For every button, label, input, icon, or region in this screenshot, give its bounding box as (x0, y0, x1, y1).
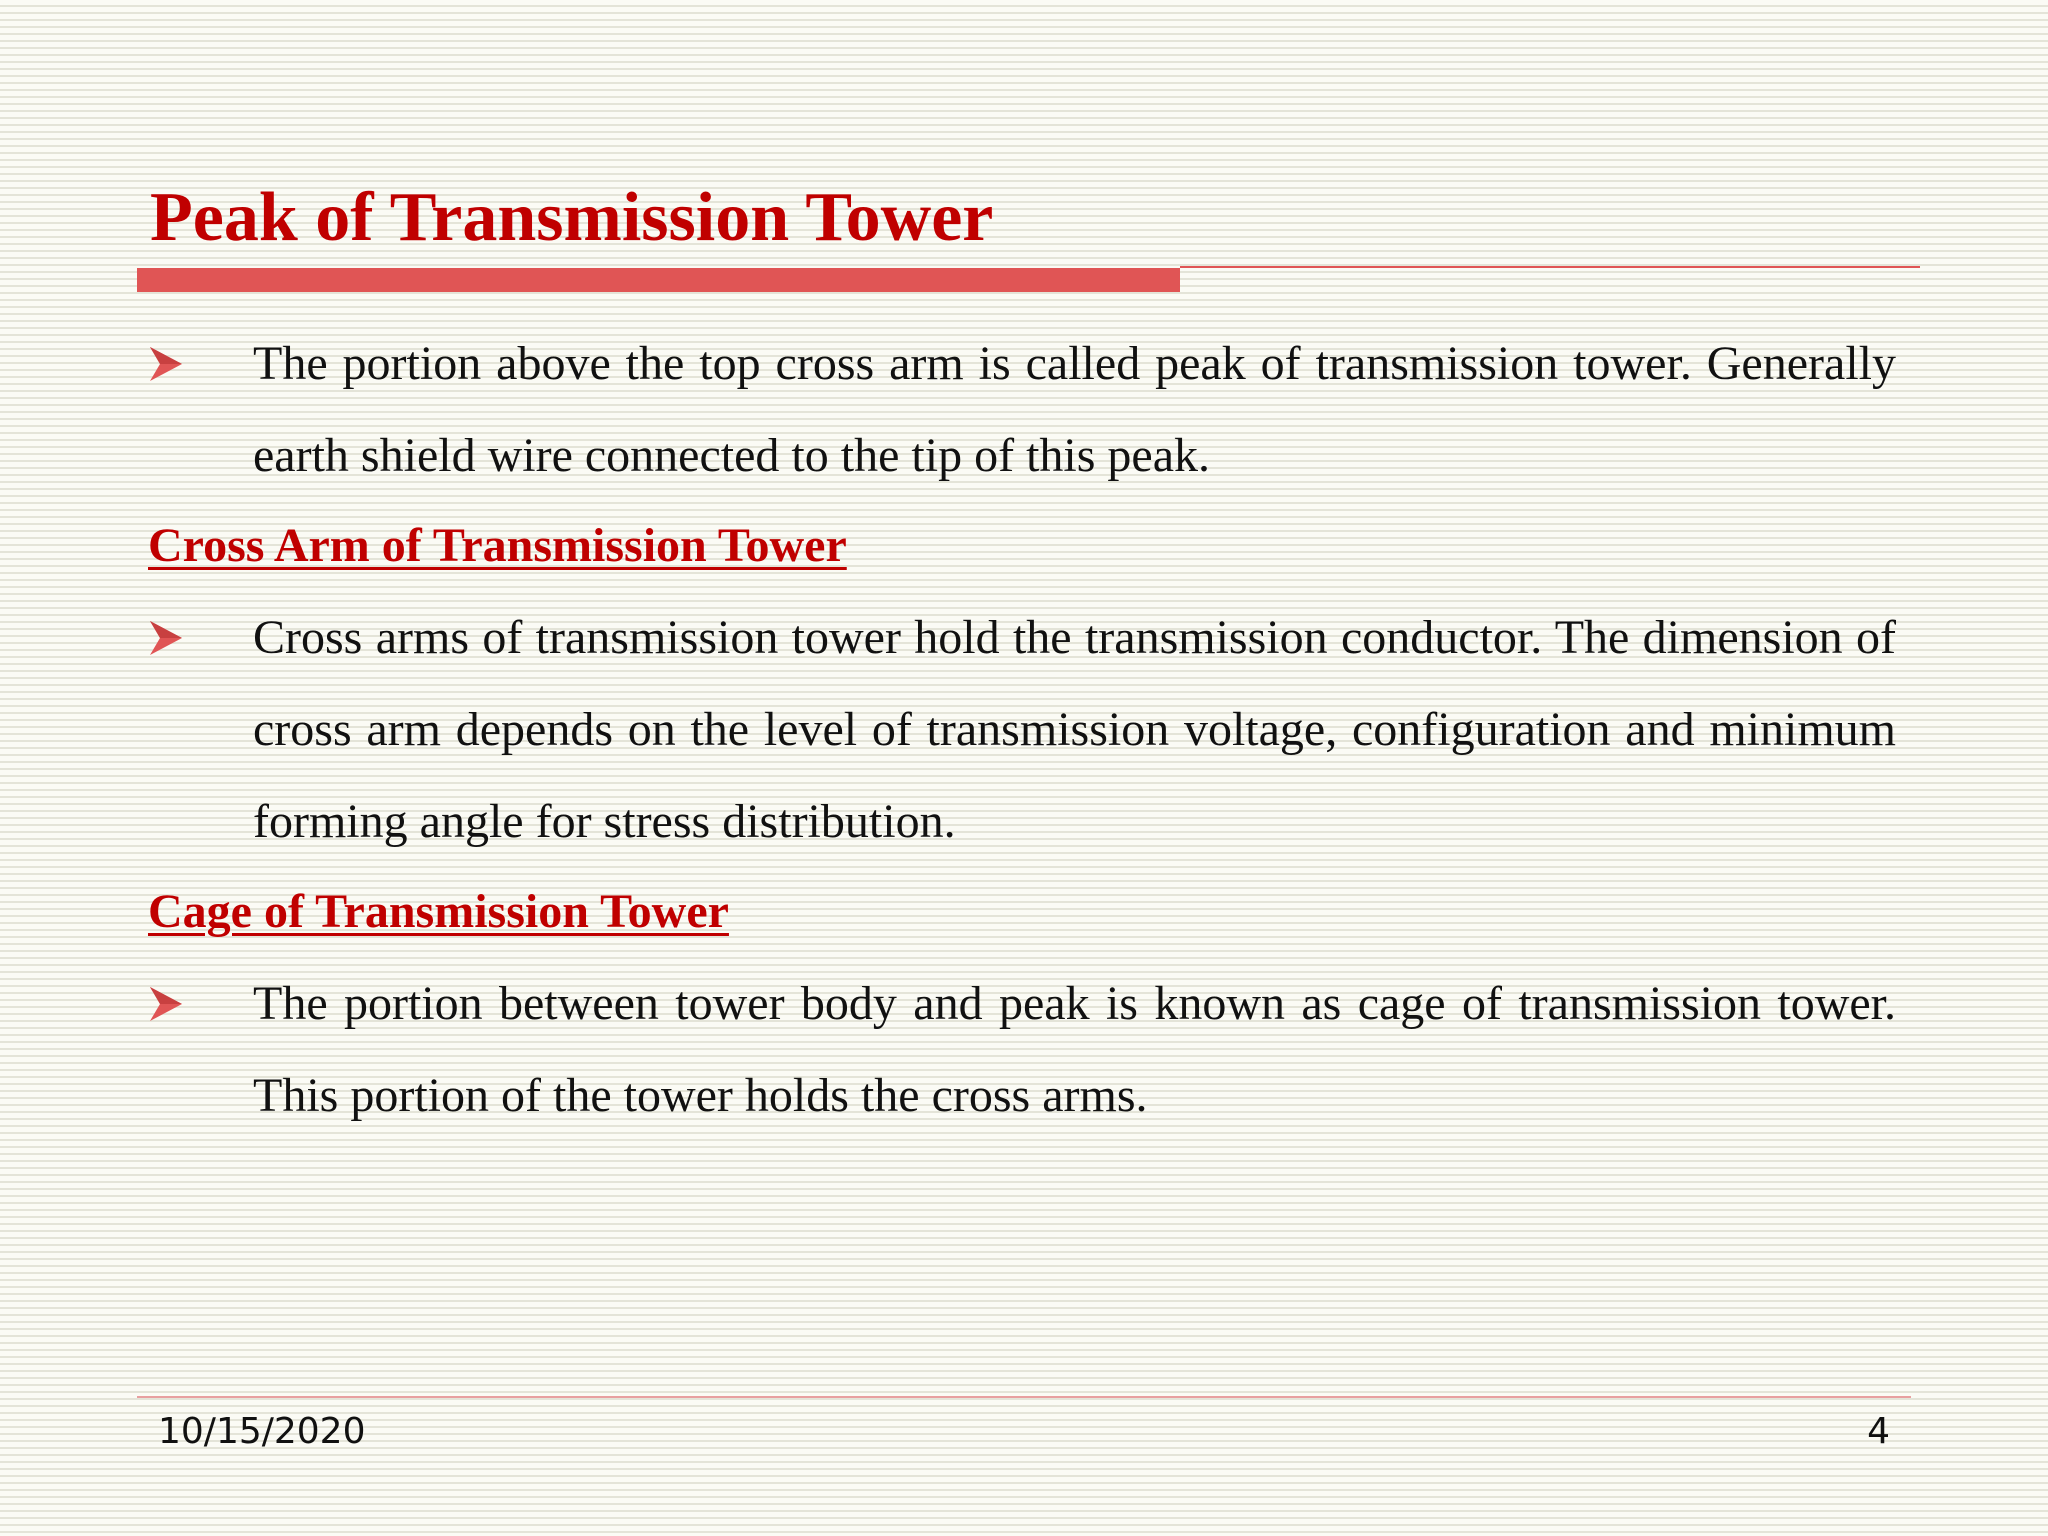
arrow-bullet-icon (148, 344, 184, 384)
section-heading-cage: Cage of Transmission Tower (148, 885, 729, 938)
bullet-text: The portion between tower body and peak is known as cage of transmission tower. This portion of the tower holds the cross arms. (253, 977, 1896, 1122)
slide-content (148, 318, 1896, 1142)
bullet-item-cross-arm (148, 592, 1896, 868)
footer-rule (137, 1396, 1911, 1398)
section-heading-cross-arm: Cross Arm of Transmission Tower (148, 519, 847, 572)
bullet-text: Cross arms of transmission tower hold the transmission conductor. The dimension of cross arm depends on the level of transmission voltage, configuration and minimum forming angle for stress distribution. (253, 611, 1896, 848)
title-underline-bar (137, 268, 1180, 292)
footer-date: 10/15/2020 (158, 1411, 366, 1452)
slide-title: Peak of Transmission Tower (150, 179, 994, 256)
arrow-bullet-icon (148, 984, 184, 1024)
bullet-item-peak (148, 318, 1896, 502)
title-underline-rule (1180, 266, 1920, 268)
bullet-text: The portion above the top cross arm is called peak of transmission tower. Generally earth shield wire connected to the tip of this peak. (253, 337, 1896, 482)
bullet-item-cage (148, 958, 1896, 1142)
arrow-bullet-icon (148, 618, 184, 658)
page-number: 4 (1867, 1411, 1890, 1452)
